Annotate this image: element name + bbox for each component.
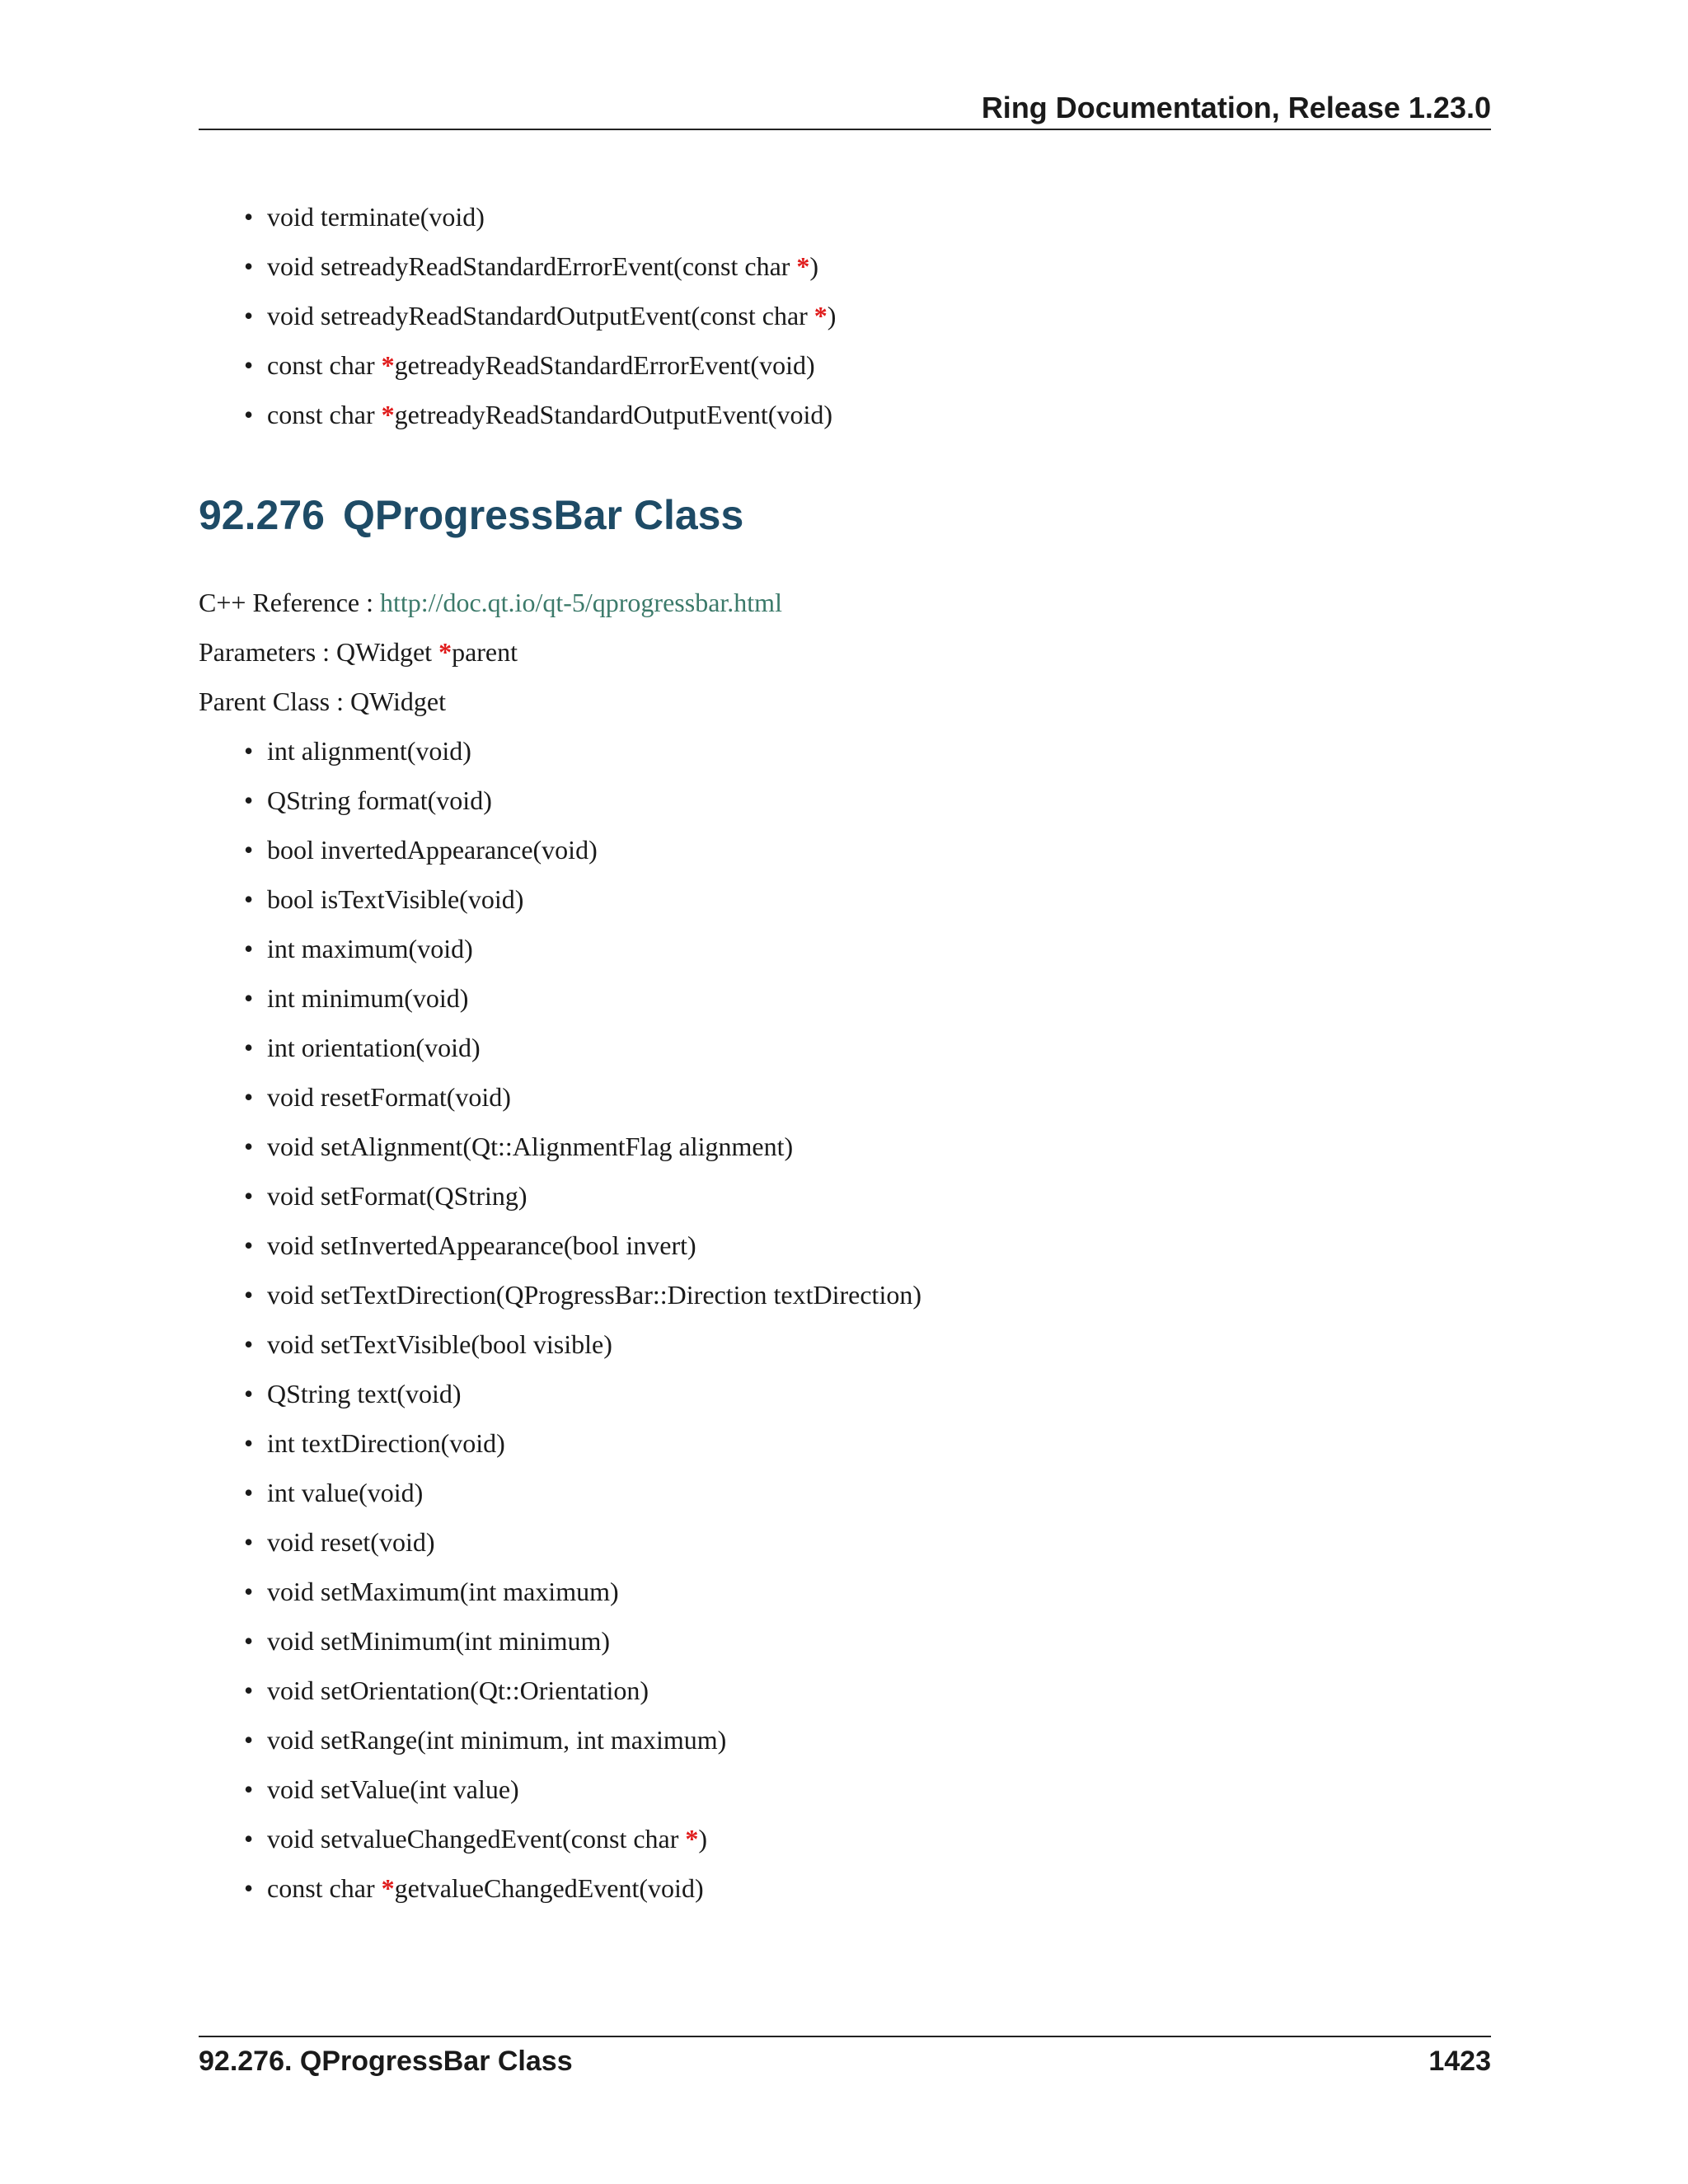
list-item: [244, 1674, 921, 1723]
method-signature: void setValue(int value): [267, 1774, 519, 1804]
bullet-icon: •: [244, 1082, 254, 1112]
parameters-label: Parameters : QWidget: [199, 637, 439, 667]
bullet-icon: •: [244, 1873, 254, 1903]
list-item: [244, 398, 836, 448]
list-item: [244, 1130, 921, 1179]
method-signature-tail: ): [827, 301, 837, 330]
parent-class-line: Parent Class : QWidget: [199, 687, 446, 716]
bullet-icon: •: [244, 736, 254, 766]
method-signature: void setreadyReadStandardOutputEvent(const char: [267, 301, 814, 330]
page-footer: [199, 2036, 1491, 2087]
list-item: [244, 932, 921, 982]
method-signature: QString text(void): [267, 1379, 462, 1408]
list-item: [244, 1476, 921, 1526]
cpp-reference-link[interactable]: http://doc.qt.io/qt-5/qprogressbar.html: [380, 588, 782, 617]
method-signature: int alignment(void): [267, 736, 471, 766]
method-signature: void setFormat(QString): [267, 1181, 528, 1211]
method-signature: int textDirection(void): [267, 1428, 505, 1458]
bullet-icon: •: [244, 983, 254, 1013]
bullet-icon: •: [244, 1280, 254, 1310]
list-item: [244, 1031, 921, 1080]
section-number: 92.276: [199, 492, 325, 538]
bullet-icon: •: [244, 1675, 254, 1705]
method-signature: int minimum(void): [267, 983, 469, 1013]
list-item: [244, 1723, 921, 1773]
method-signature: QString format(void): [267, 785, 492, 815]
method-signature: const char: [267, 400, 382, 429]
bullet-icon: •: [244, 1527, 254, 1557]
bullet-icon: •: [244, 1230, 254, 1260]
method-signature: void setMaximum(int maximum): [267, 1577, 619, 1606]
bullet-icon: •: [244, 1428, 254, 1458]
pointer-asterisk: *: [814, 301, 828, 330]
bullet-icon: •: [244, 251, 254, 281]
cpp-reference-label: C++ Reference :: [199, 588, 380, 617]
list-item: [244, 1278, 921, 1328]
pointer-asterisk: *: [438, 637, 452, 667]
bullet-icon: •: [244, 1577, 254, 1606]
bullet-icon: •: [244, 202, 254, 232]
list-item: [244, 299, 836, 349]
bullet-icon: •: [244, 400, 254, 429]
bullet-icon: •: [244, 1329, 254, 1359]
pointer-asterisk: *: [381, 1873, 395, 1903]
footer-section-title: 92.276. QProgressBar Class: [199, 2046, 573, 2077]
method-signature: void setOrientation(Qt::Orientation): [267, 1675, 649, 1705]
parameters-name: parent: [452, 637, 518, 667]
bullet-icon: •: [244, 1478, 254, 1507]
list-item: [244, 1872, 921, 1921]
list-item: [244, 1427, 921, 1476]
list-item: [244, 1773, 921, 1822]
pointer-asterisk: *: [381, 400, 395, 429]
method-signature: int maximum(void): [267, 934, 473, 963]
cpp-reference-line: [199, 586, 782, 619]
method-signature: void setRange(int minimum, int maximum): [267, 1725, 727, 1755]
pointer-asterisk: *: [381, 350, 395, 380]
method-signature-tail: getreadyReadStandardOutputEvent(void): [394, 400, 832, 429]
list-item: [244, 982, 921, 1031]
method-signature: bool invertedAppearance(void): [267, 835, 598, 865]
method-signature: void setTextDirection(QProgressBar::Direction textDirection): [267, 1280, 921, 1310]
method-signature: void setreadyReadStandardErrorEvent(const char: [267, 251, 797, 281]
list-item: [244, 1328, 921, 1377]
method-signature: void setAlignment(Qt::AlignmentFlag alignment): [267, 1132, 794, 1161]
method-signature-tail: ): [698, 1824, 708, 1854]
parameters-line: [199, 635, 518, 668]
section-heading: [199, 491, 743, 539]
bullet-icon: •: [244, 835, 254, 865]
list-item: [244, 1080, 921, 1130]
bullet-icon: •: [244, 1824, 254, 1854]
pointer-asterisk: *: [685, 1824, 699, 1854]
list-item: [244, 1575, 921, 1624]
method-signature: void reset(void): [267, 1527, 435, 1557]
method-signature-tail: getvalueChangedEvent(void): [394, 1873, 704, 1903]
method-signature: void setMinimum(int minimum): [267, 1626, 610, 1656]
list-item: [244, 1526, 921, 1575]
method-signature: void terminate(void): [267, 202, 485, 232]
bullet-icon: •: [244, 785, 254, 815]
list-item: [244, 1179, 921, 1229]
method-signature: void resetFormat(void): [267, 1082, 511, 1112]
list-item: [244, 1822, 921, 1872]
method-signature: int orientation(void): [267, 1033, 481, 1062]
bullet-icon: •: [244, 350, 254, 380]
list-item: [244, 833, 921, 883]
list-item: [244, 734, 921, 784]
method-signature-tail: getreadyReadStandardErrorEvent(void): [394, 350, 815, 380]
pointer-asterisk: *: [796, 251, 810, 281]
list-item: [244, 1624, 921, 1674]
bullet-icon: •: [244, 1626, 254, 1656]
list-item: [244, 1229, 921, 1278]
bullet-icon: •: [244, 1379, 254, 1408]
page-header: [199, 89, 1491, 130]
bullet-icon: •: [244, 1725, 254, 1755]
section-title: QProgressBar Class: [342, 492, 744, 538]
list-item: [244, 784, 921, 833]
bullet-icon: •: [244, 934, 254, 963]
method-signature: void setInvertedAppearance(bool invert): [267, 1230, 696, 1260]
method-signature-tail: ): [809, 251, 819, 281]
method-signature: const char: [267, 350, 382, 380]
bullet-icon: •: [244, 301, 254, 330]
document-title: Ring Documentation, Release 1.23.0: [981, 91, 1491, 124]
bullet-icon: •: [244, 884, 254, 914]
method-list: [244, 734, 921, 1921]
page-number: 1423: [1428, 2046, 1491, 2077]
method-signature: const char: [267, 1873, 382, 1903]
method-signature: void setvalueChangedEvent(const char: [267, 1824, 686, 1854]
bullet-icon: •: [244, 1774, 254, 1804]
list-item: [244, 250, 836, 299]
method-signature: void setTextVisible(bool visible): [267, 1329, 612, 1359]
bullet-icon: •: [244, 1033, 254, 1062]
bullet-icon: •: [244, 1181, 254, 1211]
top-method-list: [244, 200, 836, 448]
list-item: [244, 883, 921, 932]
method-signature: int value(void): [267, 1478, 424, 1507]
list-item: [244, 349, 836, 398]
method-signature: bool isTextVisible(void): [267, 884, 524, 914]
list-item: [244, 200, 836, 250]
bullet-icon: •: [244, 1132, 254, 1161]
list-item: [244, 1377, 921, 1427]
